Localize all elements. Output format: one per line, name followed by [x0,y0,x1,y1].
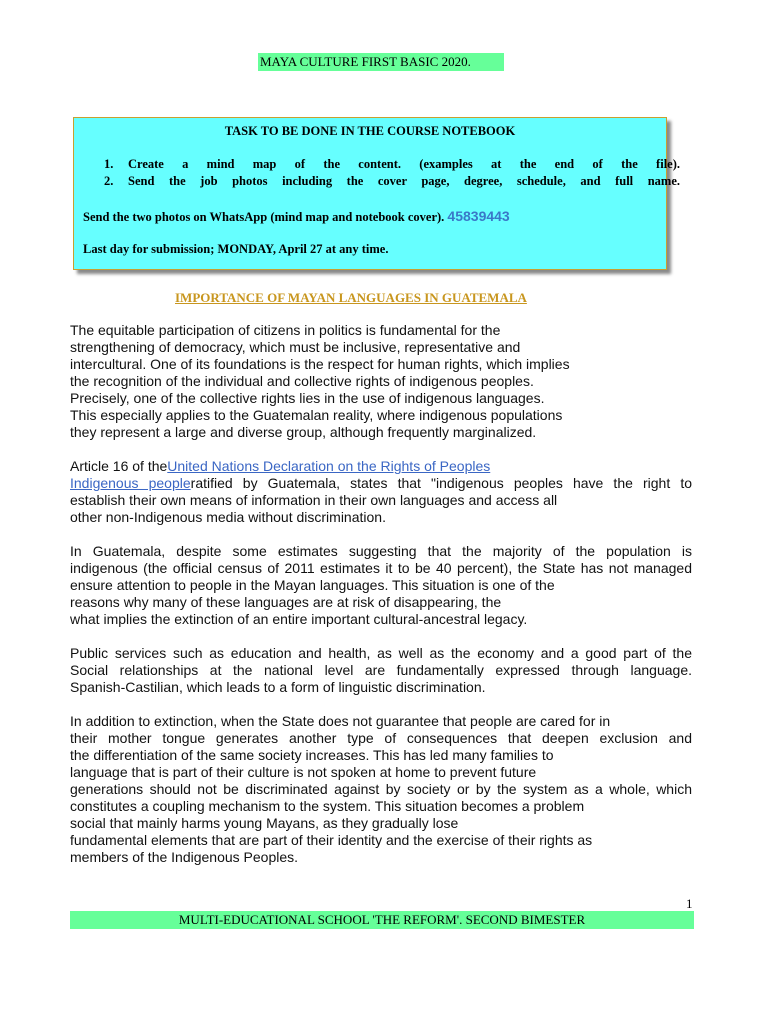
text-line: language that is part of their culture is not spoken at home to prevent future [70,764,537,780]
un-declaration-link[interactable]: United Nations Declaration on the Rights of Peoples [167,458,491,474]
task-item-text: Send the job photos including the cover page, degree, schedule, and full name. [128,174,680,188]
text-line: what implies the extinction of an entire important cultural-ancestral legacy. [70,611,528,627]
text-line: The equitable participation of citizens in politics is fundamental for the [70,322,501,338]
paragraph-2 [70,458,692,526]
paragraph-1 [70,322,692,441]
text-line: social that mainly harms young Mayans, as they gradually lose [70,815,459,831]
document-footer: MULTI-EDUCATIONAL SCHOOL 'THE REFORM'. SECOND BIMESTER [70,911,694,929]
document-header-title: MAYA CULTURE FIRST BASIC 2020. [258,53,504,71]
text-line: Social relationships at the national level are fundamentally expressed through language. [70,662,692,678]
text-fragment: ratified by Guatemala, states that "indigenous peoples have the right to [190,475,692,491]
text-line: In addition to extinction, when the State does not guarantee that people are cared for in [70,713,611,729]
text-line: constitutes a coupling mechanism to the system. This situation becomes a problem [70,798,585,814]
task-list [104,156,680,190]
text-line: intercultural. One of its foundations is the respect for human rights, which implies [70,356,570,372]
text-line: the differentiation of the same society increases. This has led many families to [70,747,554,763]
text-line: other non-Indigenous media without discrimination. [70,509,386,525]
task-box-title: TASK TO BE DONE IN THE COURSE NOTEBOOK [224,124,516,138]
deadline-text: Last day for submission; MONDAY, April 27 at any time. [83,242,389,256]
text-line: This especially applies to the Guatemalan reality, where indigenous populations [70,407,563,423]
text-line: Public services such as education and health, as well as the economy and a good part of the [70,645,692,661]
paragraph-3 [70,543,692,628]
text-line: ensure attention to people in the Mayan languages. This situation is one of the [70,577,555,593]
section-title: IMPORTANCE OF MAYAN LANGUAGES IN GUATEMALA [175,290,527,305]
document-body [70,322,692,883]
text-line: Precisely, one of the collective rights lies in the use of indigenous languages. [70,390,545,406]
task-item [104,156,680,173]
send-instructions [83,208,510,225]
text-line: they represent a large and diverse group, although frequently marginalized. [70,424,537,440]
text-line: establish their own means of information in their own languages and access all [70,492,558,508]
paragraph-4 [70,645,692,696]
text-line: indigenous (the official census of 2011 estimates it to be 40 percent), the State has not managed [70,560,692,576]
send-text: Send the two photos on WhatsApp (mind map and notebook cover). [83,210,445,224]
text-line: Spanish-Castilian, which leads to a form of linguistic discrimination. [70,679,486,695]
article-prefix: Article 16 of the [70,458,168,474]
text-line [70,458,692,475]
text-line: their mother tongue generates another type of consequences that deepen exclusion and [70,730,692,746]
text-line: generations should not be discriminated against by society or by the system as a whole, which [70,781,692,797]
page-number: 1 [686,896,693,911]
task-item [104,173,680,190]
task-item-number: 2. [104,174,114,188]
un-declaration-link-continued[interactable]: Indigenous people [70,475,191,491]
text-line: members of the Indigenous Peoples. [70,849,299,865]
text-line: the recognition of the individual and collective rights of indigenous peoples. [70,373,534,389]
text-line: fundamental elements that are part of their identity and the exercise of their rights as [70,832,593,848]
text-line: reasons why many of these languages are at risk of disappearing, the [70,594,502,610]
paragraph-5 [70,713,692,866]
text-line: In Guatemala, despite some estimates suggesting that the majority of the population is [70,543,692,559]
text-line [70,475,692,492]
task-item-text: Create a mind map of the content. (examples at the end of the file). [128,157,680,171]
task-box [73,117,680,270]
text-line: strengthening of democracy, which must be inclusive, representative and [70,339,521,355]
task-item-number: 1. [104,157,114,171]
whatsapp-number: 45839443 [447,208,510,224]
